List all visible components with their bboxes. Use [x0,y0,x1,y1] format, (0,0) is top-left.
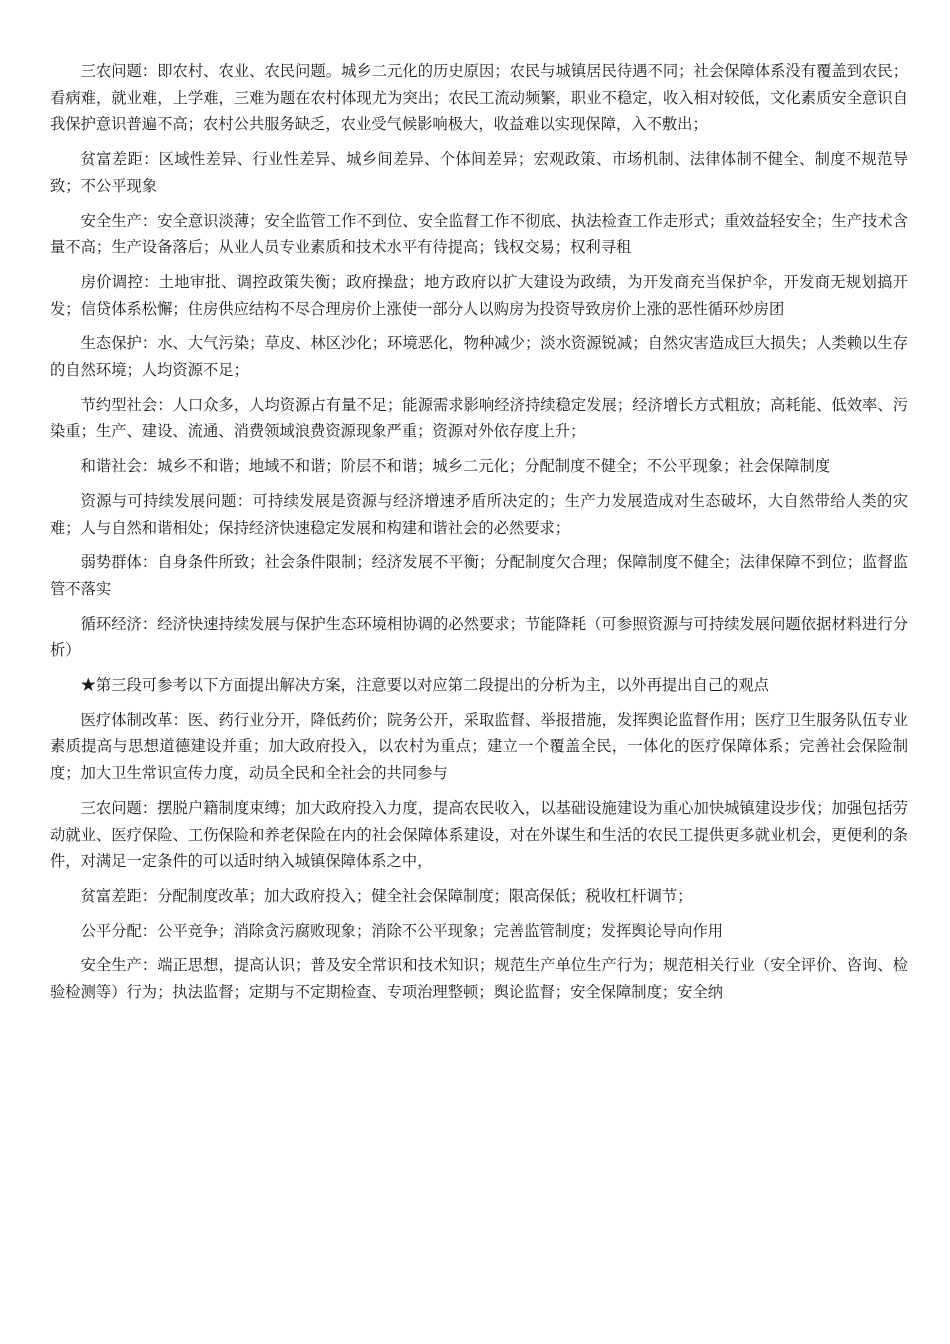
paragraph-circular-economy: 循环经济：经济快速持续发展与保护生态环境相协调的必然要求；节能降耗（可参照资源与可持续发展问题依据材料进行分析） [50,614,908,660]
paragraph-sannong-problem: 三农问题：即农村、农业、农民问题。城乡二元化的历史原因；农民与城镇居民待遇不同；社会保障体系没有覆盖到农民；看病难，就业难，上学难，三难为题在农村体现尤为突出；农民工流动频繁，职业不稳定，收入相对较低，文化素质安全意识自我保护意识普遍不高；农村公共服务缺乏，农业受气候影响极大，收益难以实现保障，入不敷出； [50,62,908,134]
paragraph-harmonious-society: 和谐社会：城乡不和谐；地域不和谐；阶层不和谐；城乡二元化；分配制度不健全；不公平现象；社会保障制度 [80,457,831,476]
paragraph-work-safety-solution: 安全生产：端正思想，提高认识；普及安全常识和技术知识；规范生产单位生产行为；规范相关行业（安全评价、咨询、检验检测等）行为；执法监督；定期与不定期检查、专项治理整顿；舆论监督；安全保障制度；安全纳 [50,956,908,1002]
paragraph-sannong-solution: 三农问题：摆脱户籍制度束缚；加大政府投入力度，提高农民收入，以基础设施建设为重心加快城镇建设步伐；加强包括劳动就业、医疗保险、工伤保险和养老保险在内的社会保障体系建设，对在外谋生和生活的农民工提供更多就业机会，更便利的条件，对满足一定条件的可以适时纳入城镇保障体系之中， [50,798,908,871]
paragraph-work-safety: 安全生产：安全意识淡薄；安全监管工作不到位、安全监督工作不彻底、执法检查工作走形式；重效益轻安全；生产技术含量不高；生产设备落后；从业人员专业素质和技术水平有待提高；钱权交易；权利寻租 [50,211,908,257]
paragraph-housing-price: 房价调控：土地审批、调控政策失衡；政府操盘；地方政府以扩大建设为政绩，为开发商充当保护伞，开发商无规划搞开发；信贷体系松懈；住房供应结构不尽合理房价上涨使一部分人以购房为投资导致房价上涨的恶性循环炒房团 [50,272,908,318]
paragraph-ecology: 生态保护：水、大气污染；草皮、林区沙化；环境恶化，物种减少；淡水资源锐减；自然灾害造成巨大损失；人类赖以生存的自然环境；人均资源不足； [50,334,908,380]
paragraph-fair-distribution: 公平分配：公平竞争；消除贪污腐败现象；消除不公平现象；完善监管制度；发挥舆论导向作用 [80,921,724,940]
paragraph-medical-reform: 医疗体制改革：医、药行业分开，降低药价；院务公开，采取监督、举报措施，发挥舆论监督作用；医疗卫生服务队伍专业素质提高与思想道德建设并重；加大政府投入，以农村为重点；建立一个覆盖全民，一体化的医疗保障体系；完善社会保险制度；加大卫生常识宣传力度，动员全民和全社会的共同参与 [50,710,908,783]
paragraph-sustainable-development: 资源与可持续发展问题：可持续发展是资源与经济增速矛盾所决定的；生产力发展造成对生态破坏，大自然带给人类的灾难；人与自然和谐相处；保持经济快速稳定发展和构建和谐社会的必然要求； [50,491,908,537]
paragraph-saving-society: 节约型社会：人口众多，人均资源占有量不足；能源需求影响经济持续稳定发展；经济增长方式粗放；高耗能、低效率、污染重；生产、建设、流通、消费领域浪费资源现象严重；资源对外依存度上升； [50,395,908,441]
paragraph-wealth-gap: 贫富差距：区域性差异、行业性差异、城乡间差异、个体间差异；宏观政策、市场机制、法律体制不健全、制度不规范导致；不公平现象 [50,150,908,195]
paragraph-wealth-gap-solution: 贫富差距：分配制度改革；加大政府投入；健全社会保障制度；限高保低；税收杠杆调节； [80,886,693,905]
paragraph-third-section-note: ★第三段可参考以下方面提出解决方案，注意要以对应第二段提出的分析为主，以外再提出自己的观点 [80,676,769,695]
paragraph-vulnerable-groups: 弱势群体：自身条件所致；社会条件限制；经济发展不平衡；分配制度欠合理；保障制度不健全；法律保障不到位；监督监管不落实 [50,553,908,598]
